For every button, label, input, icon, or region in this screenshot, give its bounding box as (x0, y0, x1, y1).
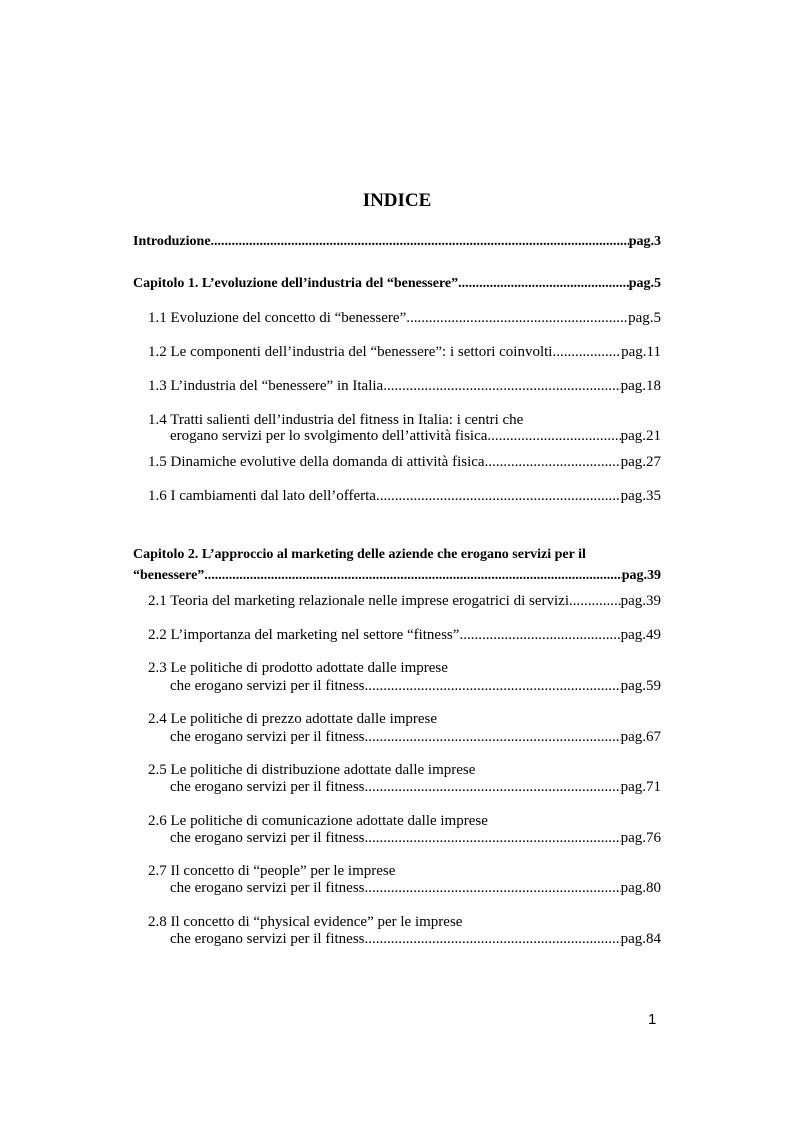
toc-entry-text: 2.1 Teoria del marketing relazionale nelle imprese erogatrici di servizi (148, 593, 569, 609)
toc-entry-text: che erogano servizi per il fitness (170, 880, 365, 896)
toc-entry-text: che erogano servizi per il fitness (170, 729, 365, 745)
toc-entry-1-1[interactable] (148, 309, 661, 327)
toc-entry-2-7-heading: 2.7 Il concetto di “people” per le imprese (148, 863, 396, 879)
toc-entry-2-7[interactable] (170, 879, 661, 897)
toc-entry-text: che erogano servizi per il fitness (170, 678, 365, 694)
toc-entry-text: 2.2 L’importanza del marketing nel settore “fitness” (148, 627, 460, 643)
leader-dots (552, 343, 621, 361)
toc-entry-text: che erogano servizi per il fitness (170, 779, 365, 795)
toc-entry-2-1[interactable] (148, 592, 661, 610)
leader-dots (365, 930, 621, 948)
toc-entry-page: pag.39 (621, 568, 661, 583)
leader-dots (365, 778, 621, 796)
toc-entry-1-4-heading: 1.4 Tratti salienti dell’industria del fitness in Italia: i centri che (148, 412, 524, 428)
toc-entry-page: pag.5 (628, 276, 661, 291)
toc-entry-text: Introduzione (133, 234, 211, 249)
toc-entry-page: pag.67 (620, 729, 661, 745)
leader-dots (376, 487, 621, 505)
toc-entry-text: “benessere” (133, 568, 205, 583)
toc-entry-text: 1.3 L’industria del “benessere” in Italia (148, 378, 384, 394)
toc-entry-capitolo-2-heading: Capitolo 2. L’approccio al marketing delle aziende che erogano servizi per il (133, 547, 586, 562)
leader-dots (211, 233, 629, 251)
toc-entry-page: pag.71 (620, 779, 661, 795)
toc-entry-introduzione[interactable] (133, 233, 661, 251)
toc-entry-1-2[interactable] (148, 343, 661, 361)
leader-dots (204, 567, 621, 585)
page-number: 1 (648, 1011, 657, 1028)
toc-entry-2-3-heading: 2.3 Le politiche di prodotto adottate dalle imprese (148, 660, 448, 676)
toc-entry-1-4[interactable] (170, 427, 661, 445)
leader-dots (365, 728, 621, 746)
toc-entry-2-5-heading: 2.5 Le politiche di distribuzione adottate dalle imprese (148, 762, 476, 778)
toc-entry-text: Capitolo 1. L’evoluzione dell’industria del “benessere” (133, 276, 459, 291)
toc-entry-page: pag.11 (621, 344, 661, 360)
toc-entry-page: pag.18 (620, 378, 661, 394)
toc-entry-page: pag.35 (620, 488, 661, 504)
toc-entry-2-4[interactable] (170, 728, 661, 746)
toc-entry-capitolo-2[interactable] (133, 567, 661, 585)
leader-dots (383, 377, 620, 395)
toc-entry-2-8[interactable] (170, 930, 661, 948)
toc-entry-2-4-heading: 2.4 Le politiche di prezzo adottate dalle imprese (148, 711, 438, 727)
leader-dots (365, 829, 621, 847)
toc-entry-1-5[interactable] (148, 453, 661, 471)
toc-entry-1-6[interactable] (148, 487, 661, 505)
leader-dots (485, 453, 621, 471)
toc-entry-2-2[interactable] (148, 626, 661, 644)
toc-entry-2-6-heading: 2.6 Le politiche di comunicazione adottate dalle imprese (148, 813, 488, 829)
toc-entry-page: pag.59 (620, 678, 661, 694)
toc-entry-2-5[interactable] (170, 778, 661, 796)
toc-entry-text: erogano servizi per lo svolgimento dell’attività fisica (170, 428, 488, 444)
toc-entry-page: pag.84 (620, 931, 661, 947)
leader-dots (406, 309, 628, 327)
leader-dots (459, 626, 620, 644)
toc-entry-page: pag.27 (620, 454, 661, 470)
leader-dots (458, 275, 629, 293)
leader-dots (569, 592, 621, 610)
toc-entry-text: 1.2 Le componenti dell’industria del “benessere”: i settori coinvolti (148, 344, 553, 360)
toc-entry-page: pag.76 (620, 830, 661, 846)
toc-entry-text: 1.6 I cambiamenti dal lato dell’offerta (148, 488, 376, 504)
toc-entry-1-3[interactable] (148, 377, 661, 395)
leader-dots (365, 879, 621, 897)
toc-entry-page: pag.80 (620, 880, 661, 896)
leader-dots (487, 427, 620, 445)
toc-entry-text: 1.5 Dinamiche evolutive della domanda di attività fisica (148, 454, 485, 470)
toc-entry-page: pag.21 (620, 428, 661, 444)
toc-entry-2-8-heading: 2.8 Il concetto di “physical evidence” per le imprese (148, 914, 463, 930)
toc-entry-text: 1.1 Evoluzione del concetto di “benessere” (148, 310, 407, 326)
toc-entry-2-3[interactable] (170, 677, 661, 695)
leader-dots (365, 677, 621, 695)
toc-entry-capitolo-1[interactable] (133, 275, 661, 293)
toc-entry-page: pag.49 (620, 627, 661, 643)
toc-entry-page: pag.3 (628, 234, 661, 249)
toc-entry-2-6[interactable] (170, 829, 661, 847)
toc-entry-page: pag.39 (620, 593, 661, 609)
toc-entry-text: che erogano servizi per il fitness (170, 931, 365, 947)
toc-entry-page: pag.5 (628, 310, 661, 326)
toc-entry-text: che erogano servizi per il fitness (170, 830, 365, 846)
index-title: INDICE (362, 190, 432, 211)
